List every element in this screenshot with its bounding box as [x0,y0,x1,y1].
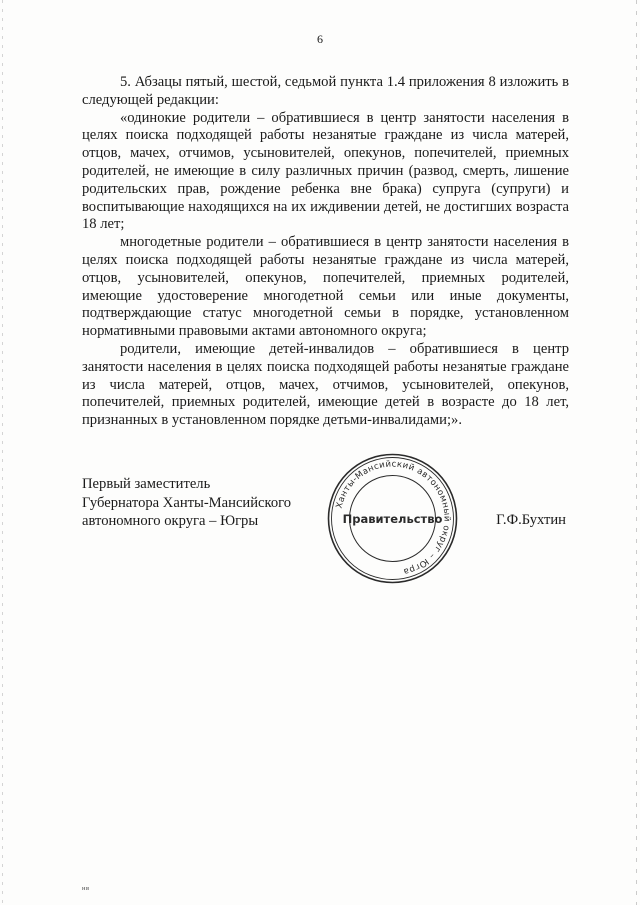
official-seal [320,446,465,591]
paragraph-large-families: многодетные родители – обратившиеся в центр занятости населения в целях поиска подходящей работы незанятые граждане из числа матерей, отцов, усыновителей, опекунов, попечителей, приемных родителей, имеющие удостоверение многодетной семьи или иные документы, подтверждающие статус многодетной семьи в порядке, установленном нормативными правовыми актами автономного округа; [82,234,569,340]
scan-edge-left [2,0,3,905]
signatory-title-line: автономного округа – Югры [82,513,259,529]
seal-center-text: Правительство [342,512,443,526]
paragraph-single-parents: «одинокие родители – обратившиеся в центр занятости населения в целях поиска подходящей работы незанятые граждане из числа матерей, отцов, мачех, отчимов, усыновителей, опекунов, попечителей, приемных родителей, не имеющие в силу различных причин (развод, смерть, лишение родительских прав, рождение ребенка вне брака) супруга (супруги) и воспитывающие находящихся на их иждивении детей, не достигших возраста 18 лет; [82,109,569,233]
signatory-name: Г.Ф.Бухтин [496,512,566,528]
footer-mark: нв [82,885,90,892]
paragraph-amendment-intro: 5. Абзацы пятый, шестой, седьмой пункта 1.4 приложения 8 изложить в следующей редакции: [82,74,569,108]
signatory-title [82,475,322,531]
seal-ring-text: Ханты-Мансийский автономный округ – Югра [334,459,452,577]
paragraph-parents-disabled-children: родители, имеющие детей-инвалидов – обратившиеся в центр занятости населения в целях поиска подходящей работы незанятые граждане из числа матерей, отцов, мачех, отчимов, усыновителей, опекунов, попечителей, приемных родителей, имеющие детей в возрасте до 18 лет, признанных в установленном порядке детьми-инвалидами;». [82,340,569,429]
signatory-title-line: Первый заместитель [82,476,211,492]
signatory-title-line: Губернатора Ханты-Мансийского [82,494,292,511]
page-number: 6 [317,32,323,46]
scan-edge-right [636,0,637,905]
document-body [82,74,569,430]
